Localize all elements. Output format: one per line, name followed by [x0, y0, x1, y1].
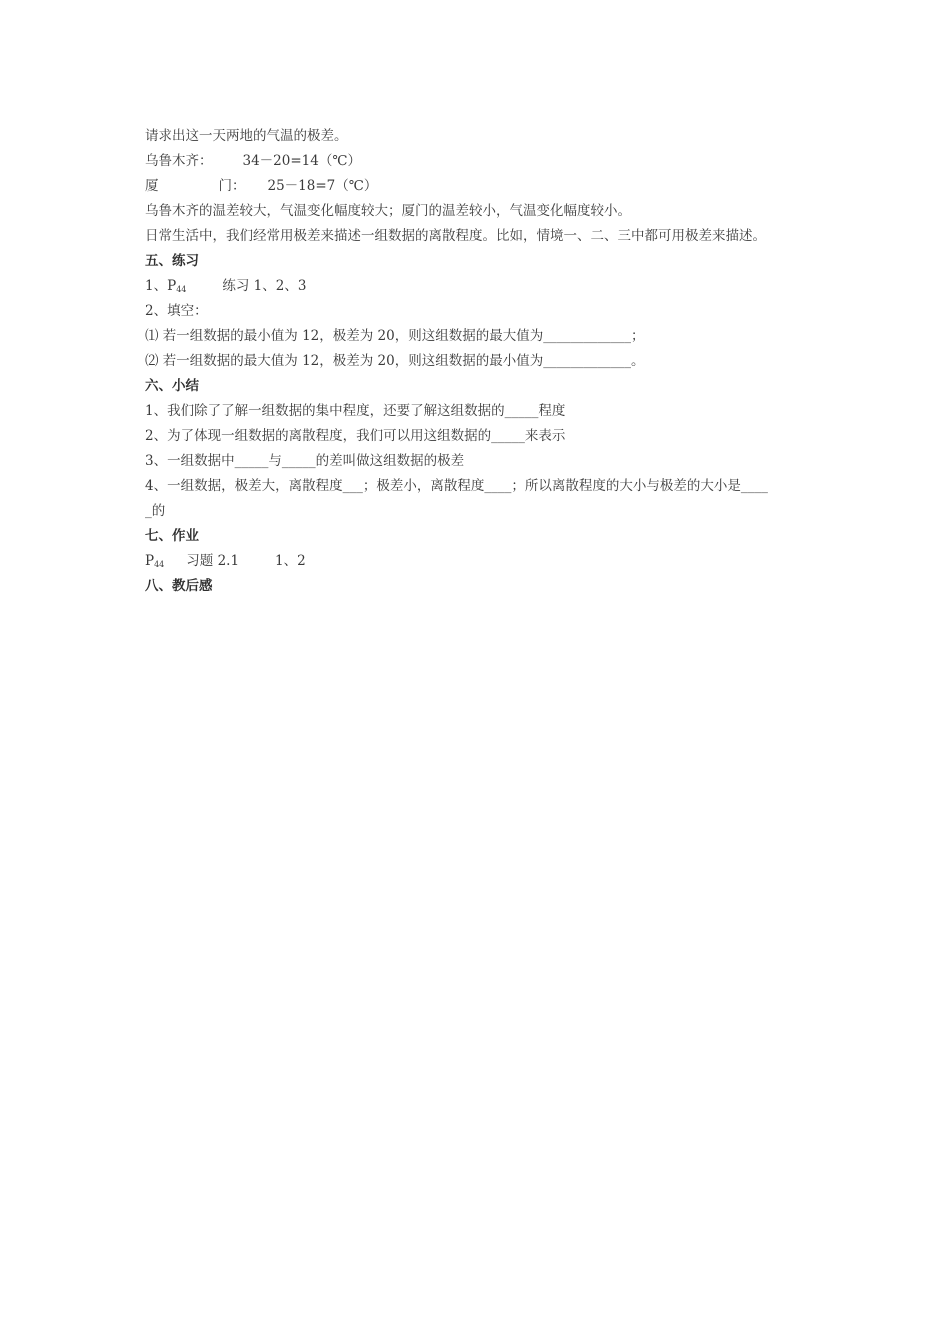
compare-text: 乌鲁木齐的温差较大，气温变化幅度较大；厦门的温差较小，气温变化幅度较小。 — [145, 203, 631, 219]
summary-4-continued-text: _的 — [145, 503, 166, 519]
summary-2 — [145, 427, 825, 445]
section-7-heading — [145, 527, 825, 545]
summary-2-text: 2、为了体现一组数据的离散程度，我们可以用这组数据的_____来表示 — [145, 428, 566, 444]
summary-1 — [145, 402, 825, 420]
xiamen-calc: 25－18=7（℃） — [267, 178, 378, 194]
section-8-heading — [145, 577, 825, 595]
summary-4-continued — [145, 502, 825, 520]
urumqi-calc: 34－20=14（℃） — [242, 153, 361, 169]
summary-1-text: 1、我们除了了解一组数据的集中程度，还要了解这组数据的_____程度 — [145, 403, 566, 419]
daily-text: 日常生活中，我们经常用极差来描述一组数据的离散程度。比如，情境一、二、三中都可用极差来描述。 — [145, 228, 766, 244]
exercise-1-prefix: 1、P — [145, 278, 177, 294]
fill-blank-1 — [145, 327, 825, 345]
homework-items: 1、2 — [275, 553, 306, 569]
text-line-urumqi — [145, 152, 825, 170]
section-6-heading — [145, 377, 825, 395]
section-6-title: 六、小结 — [145, 378, 199, 394]
section-5-title: 五、练习 — [145, 253, 199, 269]
xiamen-label-second: 门： — [218, 178, 246, 194]
homework-line — [145, 552, 825, 574]
section-5-heading — [145, 252, 825, 270]
homework-page-sub: 44 — [154, 560, 165, 569]
text-line-compare — [145, 202, 825, 220]
urumqi-label: 乌鲁木齐： — [145, 153, 213, 169]
exercise-1-page-sub: 44 — [176, 285, 187, 294]
text-line-daily — [145, 227, 825, 245]
text-line-question — [145, 127, 825, 145]
exercise-1-line — [145, 277, 825, 299]
fill-blank-2-text: ⑵ 若一组数据的最大值为 12，极差为 20，则这组数据的最小值为_____________。 — [145, 353, 645, 369]
homework-prefix: P — [145, 553, 155, 569]
summary-4-text: 4、一组数据，极差大，离散程度___；极差小，离散程度____；所以离散程度的大小与极差的大小是____ — [145, 478, 768, 494]
homework-exercise: 习题 2.1 — [186, 553, 240, 569]
exercise-1-text: 练习 1、2、3 — [222, 278, 307, 294]
summary-3-text: 3、一组数据中_____与_____的差叫做这组数据的极差 — [145, 453, 465, 469]
exercise-2-line — [145, 302, 825, 320]
fill-blank-1-text: ⑴ 若一组数据的最小值为 12，极差为 20，则这组数据的最大值为_____________； — [145, 328, 645, 344]
section-7-title: 七、作业 — [145, 528, 199, 544]
section-8-title: 八、教后感 — [145, 578, 213, 594]
question-text: 请求出这一天两地的气温的极差。 — [145, 128, 348, 144]
summary-3 — [145, 452, 825, 470]
fill-blank-2 — [145, 352, 825, 370]
exercise-2-text: 2、填空： — [145, 303, 208, 319]
summary-4 — [145, 477, 825, 495]
xiamen-label-first: 厦 — [145, 178, 159, 194]
text-line-xiamen — [145, 177, 825, 195]
